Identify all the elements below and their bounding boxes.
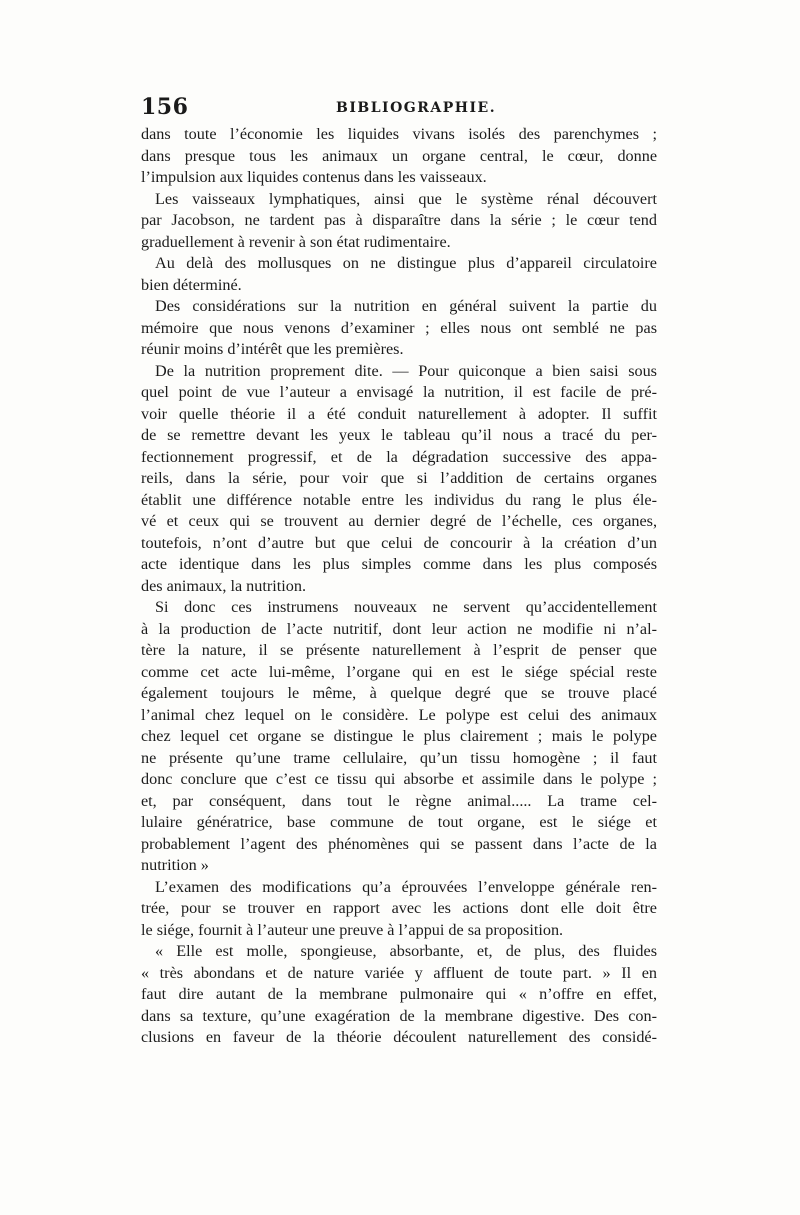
text-line: et, par conséquent, dans tout le règne animal..... La trame cel-: [141, 791, 657, 810]
text-line: Des considérations sur la nutrition en général suivent la partie du: [155, 297, 657, 315]
text-line: établit une différence notable entre les individus du rang le plus éle-: [141, 490, 657, 509]
text-line: Si donc ces instrumens nouveaux ne servent qu’accidentellement: [155, 598, 657, 616]
text-line: dans sa texture, qu’une exagération de la membrane digestive. Des con-: [141, 1006, 657, 1025]
text-line: acte identique dans les plus simples comme dans les plus composés: [141, 555, 657, 573]
text-line: graduellement à revenir à son état rudimentaire.: [141, 232, 451, 251]
text-line: Au delà des mollusques on ne distingue plus d’appareil circulatoire: [155, 254, 657, 272]
text-line: comme cet acte lui-même, l’organe qui en est le siége spécial reste: [141, 662, 657, 681]
text-line: bien déterminé.: [141, 275, 242, 294]
body-text: [141, 124, 657, 1049]
text-line: trée, pour se trouver en rapport avec les actions dont elle doit être: [141, 899, 657, 917]
text-line: probablement l’agent des phénomènes qui se passent dans l’acte de la: [141, 834, 657, 853]
text-line: réunir moins d’intérêt que les premières.: [141, 340, 404, 358]
text-line: donc conclure que c’est ce tissu qui absorbe et assimile dans le polype ;: [141, 770, 657, 788]
text-line: l’animal chez lequel on le considère. Le polype est celui des animaux: [141, 705, 657, 724]
text-line: vé et ceux qui se trouvent au dernier degré de l’échelle, ces organes,: [141, 512, 657, 530]
text-line: fectionnement progressif, et de la dégradation successive des appa-: [141, 447, 657, 466]
text-line: chez lequel cet organe se distingue le plus clairement ; mais le polype: [141, 727, 657, 745]
text-line: « très abondans et de nature variée y affluent de toute part. » Il en: [141, 963, 657, 982]
text-line: lulaire génératrice, base commune de tout organe, est le siége et: [141, 813, 657, 831]
text-line: Les vaisseaux lymphatiques, ainsi que le système rénal découvert: [155, 189, 657, 208]
text-line: L’examen des modifications qu’a éprouvées l’enveloppe générale ren-: [155, 877, 657, 896]
text-line: quel point de vue l’auteur a envisagé la nutrition, il est facile de pré-: [141, 383, 657, 401]
text-line: l’impulsion aux liquides contenus dans les vaisseaux.: [141, 168, 487, 186]
text-line: dans toute l’économie les liquides vivans isolés des parenchymes ;: [141, 125, 657, 143]
text-line: tère la nature, il se présente naturellement à l’esprit de penser que: [141, 641, 657, 659]
text-line: dans presque tous les animaux un organe central, le cœur, donne: [141, 146, 657, 165]
text-line: des animaux, la nutrition.: [141, 576, 306, 595]
text-line: le siége, fournit à l’auteur une preuve à l’appui de sa proposition.: [141, 920, 564, 939]
text-line: par Jacobson, ne tardent pas à disparaître dans la série ; le cœur tend: [141, 211, 657, 229]
running-title: BIBLIOGRAPHIE.: [336, 100, 497, 116]
text-line: à la production de l’acte nutritif, dont leur action ne modifie ni n’al-: [141, 619, 657, 638]
text-line: de se remettre devant les yeux le tableau qu’il nous a tracé du per-: [141, 426, 657, 444]
text-line: également toujours le même, à quelque degré que se trouve placé: [141, 684, 657, 702]
text-line: toutefois, n’ont d’autre but que celui de concourir à la création d’un: [141, 533, 657, 552]
text-line: voir quelle théorie il a été conduit naturellement à adopter. Il suffit: [141, 404, 657, 423]
text-line: mémoire que nous venons d’examiner ; elles nous ont semblé ne pas: [141, 318, 657, 337]
page-number: 156: [141, 94, 189, 120]
text-line: ne présente qu’une trame cellulaire, qu’un tissu homogène ; il faut: [141, 748, 657, 767]
text-line: faut dire autant de la membrane pulmonaire qui « n’offre en effet,: [141, 985, 657, 1003]
text-line: clusions en faveur de la théorie découlent naturellement des considé-: [141, 1028, 657, 1046]
text-line: nutrition »: [141, 856, 209, 874]
text-line: reils, dans la série, pour voir que si l’addition de certains organes: [141, 469, 657, 487]
text-line: « Elle est molle, spongieuse, absorbante, et, de plus, des fluides: [155, 942, 657, 960]
page-header: [141, 94, 661, 122]
text-line: De la nutrition proprement dite. — Pour quiconque a bien saisi sous: [155, 361, 657, 380]
